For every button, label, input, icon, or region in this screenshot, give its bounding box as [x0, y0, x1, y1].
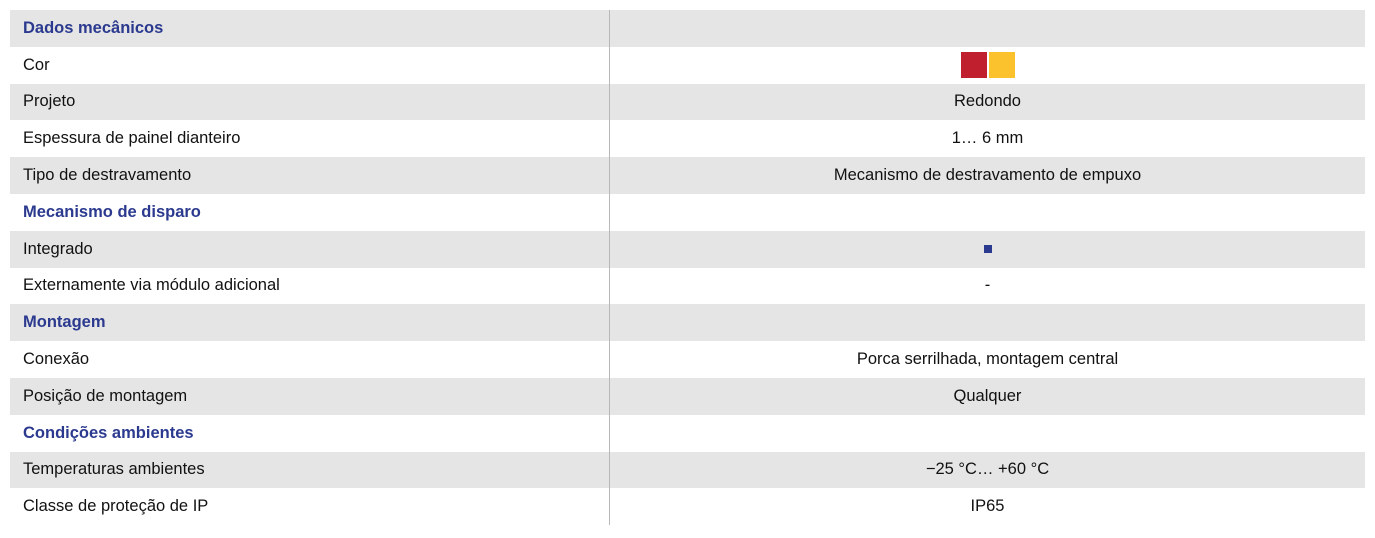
spec-row-integrado: [10, 231, 1365, 268]
section-row-montagem: [10, 304, 1365, 341]
section-row-condicoes-ambientes: [10, 415, 1365, 452]
spec-row-temperaturas: [10, 452, 1365, 489]
spec-label: Tipo de destravamento: [10, 157, 610, 194]
section-title: Condições ambientes: [10, 415, 610, 452]
red-color-swatch: [961, 52, 987, 78]
section-value: [610, 10, 1365, 47]
spec-value: Porca serrilhada, montagem central: [856, 350, 1119, 369]
section-title: Montagem: [10, 304, 610, 341]
spec-value: IP65: [970, 497, 1005, 516]
spec-label: Temperaturas ambientes: [10, 452, 610, 489]
spec-label: Espessura de painel dianteiro: [10, 120, 610, 157]
spec-row-conexao: [10, 341, 1365, 378]
spec-value: -: [984, 276, 991, 295]
section-row-dados-mecanicos: [10, 10, 1365, 47]
spec-label: Conexão: [10, 341, 610, 378]
spec-row-posicao-montagem: [10, 378, 1365, 415]
spec-value: Redondo: [954, 92, 1021, 111]
yellow-color-swatch: [989, 52, 1015, 78]
spec-label: Cor: [10, 47, 610, 84]
section-title: Mecanismo de disparo: [10, 194, 610, 231]
spec-label: Classe de proteção de IP: [10, 488, 610, 525]
spec-row-cor: [10, 47, 1365, 84]
section-value: [610, 415, 1365, 452]
spec-label: Integrado: [10, 231, 610, 268]
square-bullet-icon: [984, 245, 992, 253]
spec-label: Externamente via módulo adicional: [10, 268, 610, 305]
section-value: [610, 304, 1365, 341]
spec-value: −25 °C… +60 °C: [925, 460, 1050, 479]
spec-label: Projeto: [10, 84, 610, 121]
spec-value: Mecanismo de destravamento de empuxo: [833, 166, 1142, 185]
spec-row-externamente: [10, 268, 1365, 305]
spec-value-dot: [610, 231, 1365, 268]
spec-row-espessura: [10, 120, 1365, 157]
spec-value: 1… 6 mm: [951, 129, 1024, 148]
spec-row-classe-protecao: [10, 488, 1365, 525]
spec-value-colors: [610, 47, 1365, 84]
section-row-mecanismo-disparo: [10, 194, 1365, 231]
spec-row-tipo-destravamento: [10, 157, 1365, 194]
spec-value: Qualquer: [953, 386, 1022, 405]
section-value: [610, 194, 1365, 231]
spec-row-projeto: [10, 84, 1365, 121]
spec-label: Posição de montagem: [10, 378, 610, 415]
section-title: Dados mecânicos: [10, 10, 610, 47]
spec-table: [10, 10, 1365, 525]
